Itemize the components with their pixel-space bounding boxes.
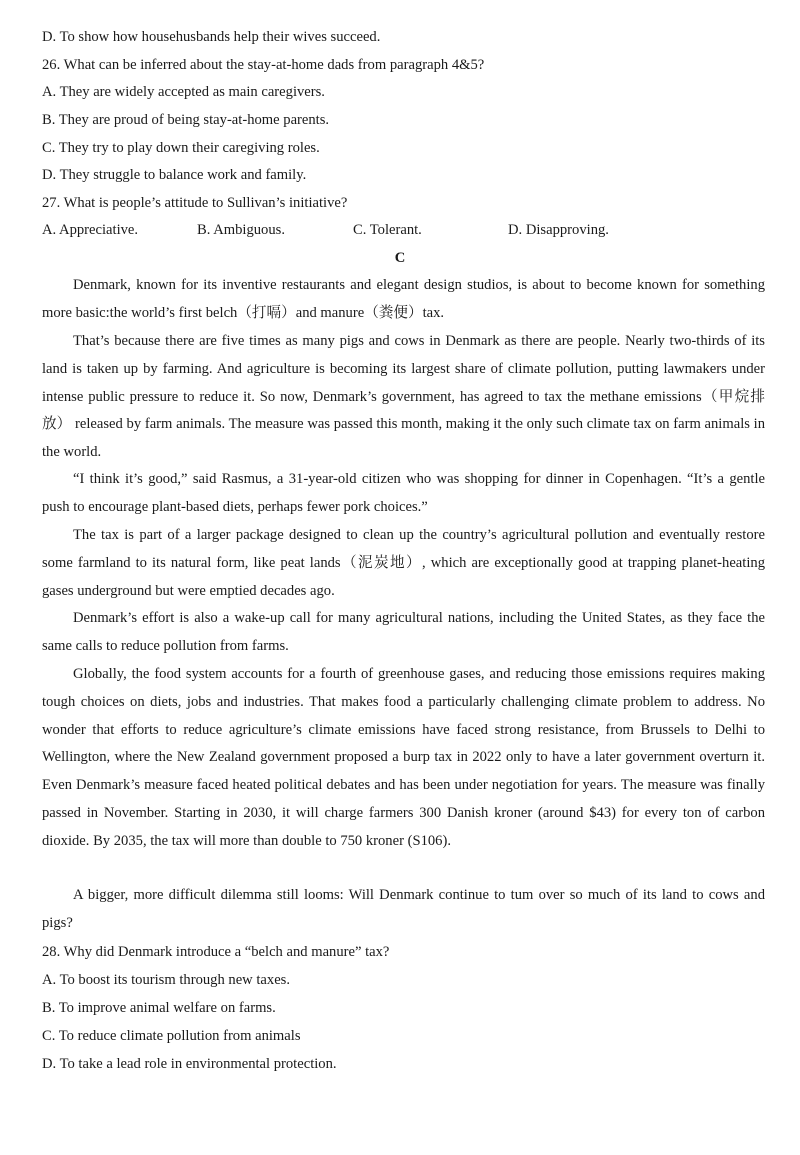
q25-option-d: D. To show how househusbands help their wives succeed. — [42, 29, 381, 45]
q26-option-b: B. They are proud of being stay-at-home parents. — [42, 112, 330, 128]
passage-paragraph-6: Globally, the food system accounts for a fourth of greenhouse gases, and reducing those emissions requires making tough choices on diets, jobs and industries. That makes food a particularly challenging climate problem to address. No wonder that efforts to reduce agriculture’s climate emissions have faced strong resistance, from Brussels to Delhi to Wellington, where the New Zealand government proposed a burp tax in 2022 only to have a later government overturn it. Even Denmark’s measure faced heated political debates and has been under negotiation for years. The measure was finally passed in November. Starting in 2030, it will charge farmers 300 Danish kroner (around $43) for every ton of carbon dioxide. By 2035, the tax will more than double to 750 kroner (S106). — [42, 666, 765, 849]
q27-option-d: D. Disapproving. — [508, 222, 609, 238]
passage-paragraph-7: A bigger, more difficult dilemma still looms: Will Denmark continue to tum over so much of its land to cows and pigs? — [42, 887, 765, 931]
q28-option-c: C. To reduce climate pollution from animals — [42, 1028, 301, 1044]
passage-paragraph-4: The tax is part of a larger package designed to clean up the country’s agricultural pollution and eventually restore some farmland to its natural form, like peat lands（泥炭地）, which are exceptionally good at trapping planet-heating gases underground but were emptied decades ago. — [42, 527, 765, 599]
q26-option-c: C. They try to play down their caregiving roles. — [42, 140, 320, 156]
q26-option-d: D. They struggle to balance work and family. — [42, 167, 307, 183]
q26-option-a: A. They are widely accepted as main caregivers. — [42, 84, 325, 100]
q26-question: 26. What can be inferred about the stay-at-home dads from paragraph 4&5? — [42, 57, 485, 73]
q27-option-a: A. Appreciative. — [42, 222, 139, 238]
section-heading: C — [394, 250, 406, 266]
q27-question: 27. What is people’s attitude to Sullivan’s initiative? — [42, 195, 348, 211]
q27-option-c: C. Tolerant. — [353, 222, 422, 238]
passage-paragraph-3: “I think it’s good,” said Rasmus, a 31-year-old citizen who was shopping for dinner in Copenhagen. “It’s a gentle push to encourage plant-based diets, perhaps fewer pork choices.” — [42, 471, 765, 515]
q28-option-b: B. To improve animal welfare on farms. — [42, 1000, 276, 1016]
passage-paragraph-1: Denmark, known for its inventive restaurants and elegant design studios, is about to become known for something more basic:the world’s first belch（打嗝）and manure（粪便）tax. — [42, 277, 765, 321]
passage-paragraph-2: That’s because there are five times as many pigs and cows in Denmark as there are people. Nearly two-thirds of its land is taken up by farming. And agriculture is becoming its largest share of climate pollution, putting lawmakers under intense public pressure to reduce it. So now, Denmark’s government, has agreed to tax the methane emissions（甲烷排放） released by farm animals. The measure was passed this month, making it the only such climate tax on farm animals in the world. — [42, 333, 765, 461]
q28-option-a: A. To boost its tourism through new taxes. — [42, 972, 291, 988]
q28-option-d: D. To take a lead role in environmental protection. — [42, 1056, 337, 1072]
q28-question: 28. Why did Denmark introduce a “belch and manure” tax? — [42, 944, 390, 960]
q27-options-row — [42, 221, 765, 239]
passage-paragraph-5: Denmark’s effort is also a wake-up call for many agricultural nations, including the United States, as they face the same calls to reduce pollution from farms. — [42, 610, 765, 654]
q27-option-b: B. Ambiguous. — [197, 222, 285, 238]
